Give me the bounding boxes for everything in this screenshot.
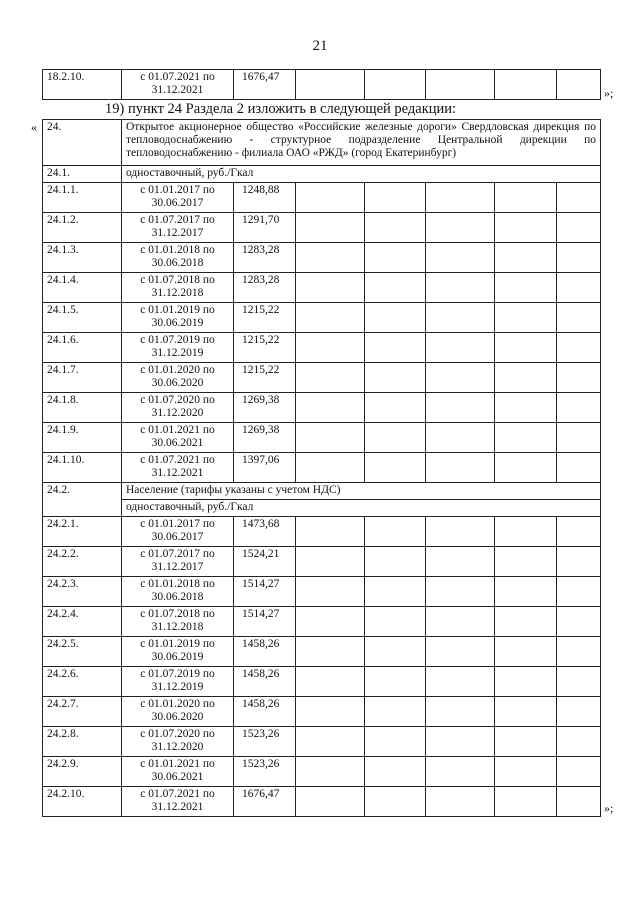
row-code: 24.2.9. — [43, 757, 122, 787]
empty-cell — [495, 577, 557, 607]
row-period — [122, 393, 234, 423]
period-start: с 01.07.2021 по — [140, 454, 215, 466]
row-period — [122, 213, 234, 243]
empty-cell — [557, 577, 601, 607]
row-period — [122, 273, 234, 303]
empty-cell — [426, 213, 495, 243]
empty-cell — [365, 363, 426, 393]
empty-cell — [365, 727, 426, 757]
row-tariff-value: 1291,70 — [234, 213, 296, 243]
period-end: 31.12.2020 — [151, 407, 204, 419]
empty-cell — [426, 637, 495, 667]
empty-cell — [426, 243, 495, 273]
empty-cell — [557, 423, 601, 453]
empty-cell — [296, 727, 365, 757]
row-period — [122, 333, 234, 363]
empty-cell — [426, 363, 495, 393]
period-end: 31.12.2021 — [151, 84, 204, 96]
table-row — [43, 637, 601, 667]
empty-cell — [365, 757, 426, 787]
empty-cell — [365, 70, 426, 100]
period-start: с 01.01.2021 по — [140, 758, 215, 770]
empty-cell — [495, 637, 557, 667]
empty-cell — [557, 517, 601, 547]
empty-cell — [296, 757, 365, 787]
empty-cell — [557, 333, 601, 363]
empty-cell — [296, 423, 365, 453]
row-period — [122, 183, 234, 213]
row-tariff-value: 1524,21 — [234, 547, 296, 577]
period-start: с 01.01.2021 по — [140, 424, 215, 436]
empty-cell — [495, 667, 557, 697]
empty-cell — [365, 243, 426, 273]
empty-cell — [557, 183, 601, 213]
empty-cell — [296, 70, 365, 100]
period-end: 31.12.2021 — [151, 467, 204, 479]
period-start: с 01.01.2019 по — [140, 304, 215, 316]
empty-cell — [296, 637, 365, 667]
period-end: 30.06.2019 — [151, 651, 204, 663]
row-tariff-value: 1458,26 — [234, 637, 296, 667]
empty-cell — [426, 547, 495, 577]
empty-cell — [495, 243, 557, 273]
empty-cell — [557, 303, 601, 333]
period-end: 30.06.2019 — [151, 317, 204, 329]
row-code: 24.1.1. — [43, 183, 122, 213]
table-row — [43, 423, 601, 453]
empty-cell — [296, 517, 365, 547]
table-row — [43, 183, 601, 213]
empty-cell — [495, 333, 557, 363]
empty-cell — [426, 697, 495, 727]
group1-code: 24.1. — [43, 166, 122, 183]
table-row — [43, 697, 601, 727]
empty-cell — [557, 453, 601, 483]
empty-cell — [495, 787, 557, 817]
row-code: 24.2.10. — [43, 787, 122, 817]
table-row — [43, 757, 601, 787]
period-start: с 01.01.2018 по — [140, 244, 215, 256]
row-period — [122, 453, 234, 483]
row-period — [122, 637, 234, 667]
empty-cell — [557, 787, 601, 817]
table-row — [43, 273, 601, 303]
empty-cell — [296, 273, 365, 303]
row-period — [122, 787, 234, 817]
empty-cell — [557, 213, 601, 243]
org-code: 24. — [43, 120, 122, 166]
empty-cell — [296, 787, 365, 817]
empty-cell — [495, 183, 557, 213]
period-start: с 01.01.2020 по — [140, 698, 215, 710]
row-tariff-value: 1248,88 — [234, 183, 296, 213]
period-end: 31.12.2019 — [151, 681, 204, 693]
empty-cell — [557, 667, 601, 697]
empty-cell — [426, 423, 495, 453]
empty-cell — [365, 577, 426, 607]
row-code: 24.1.4. — [43, 273, 122, 303]
period-start: с 01.01.2017 по — [140, 184, 215, 196]
empty-cell — [365, 453, 426, 483]
empty-cell — [426, 333, 495, 363]
row-tariff-value: 1458,26 — [234, 667, 296, 697]
period-end: 30.06.2017 — [151, 197, 204, 209]
empty-cell — [495, 727, 557, 757]
row-code: 24.2.2. — [43, 547, 122, 577]
period-end: 31.12.2017 — [151, 561, 204, 573]
period-start: с 01.01.2020 по — [140, 364, 215, 376]
empty-cell — [365, 333, 426, 363]
period-start: с 01.07.2018 по — [140, 608, 215, 620]
row-tariff-value: 1215,22 — [234, 333, 296, 363]
row-period — [122, 547, 234, 577]
row-code: 24.2.5. — [43, 637, 122, 667]
empty-cell — [426, 273, 495, 303]
table-row — [43, 727, 601, 757]
empty-cell — [495, 517, 557, 547]
group2-header-row — [43, 483, 601, 500]
empty-cell — [426, 393, 495, 423]
period-start: с 01.07.2021 по — [140, 71, 215, 83]
empty-cell — [557, 363, 601, 393]
row-code: 24.1.8. — [43, 393, 122, 423]
empty-cell — [296, 243, 365, 273]
empty-cell — [426, 70, 495, 100]
row-code: 24.1.2. — [43, 213, 122, 243]
empty-cell — [557, 637, 601, 667]
row-tariff-value: 1458,26 — [234, 697, 296, 727]
empty-cell — [426, 453, 495, 483]
period-end: 30.06.2020 — [151, 377, 204, 389]
period-start: с 01.07.2017 по — [140, 214, 215, 226]
period-start: с 01.07.2020 по — [140, 728, 215, 740]
row-period — [122, 577, 234, 607]
row-code: 24.1.9. — [43, 423, 122, 453]
empty-cell — [495, 393, 557, 423]
empty-cell — [365, 787, 426, 817]
empty-cell — [426, 727, 495, 757]
empty-cell — [296, 577, 365, 607]
open-quote: « — [31, 120, 37, 134]
empty-cell — [557, 70, 601, 100]
period-end: 30.06.2017 — [151, 531, 204, 543]
row-tariff-value: 1676,47 — [234, 70, 296, 100]
table-row — [43, 363, 601, 393]
group2-sublabel: одноставочный, руб./Гкал — [122, 500, 601, 517]
top-tariff-table — [42, 69, 601, 100]
row-code: 24.1.10. — [43, 453, 122, 483]
empty-cell — [495, 423, 557, 453]
empty-cell — [296, 547, 365, 577]
empty-cell — [365, 667, 426, 697]
table-row — [43, 243, 601, 273]
empty-cell — [365, 607, 426, 637]
period-start: с 01.07.2017 по — [140, 548, 215, 560]
empty-cell — [495, 273, 557, 303]
empty-cell — [365, 213, 426, 243]
empty-cell — [495, 453, 557, 483]
org-row — [43, 120, 601, 166]
row-tariff-value: 1283,28 — [234, 273, 296, 303]
empty-cell — [426, 183, 495, 213]
empty-cell — [557, 547, 601, 577]
row-period — [122, 607, 234, 637]
empty-cell — [426, 517, 495, 547]
table-row — [43, 393, 601, 423]
table-row — [43, 517, 601, 547]
table-row — [43, 577, 601, 607]
empty-cell — [426, 787, 495, 817]
empty-cell — [365, 393, 426, 423]
table-row — [43, 787, 601, 817]
row-code: 24.2.1. — [43, 517, 122, 547]
period-end: 30.06.2018 — [151, 591, 204, 603]
row-period — [122, 363, 234, 393]
empty-cell — [365, 273, 426, 303]
table-row — [43, 453, 601, 483]
row-tariff-value: 1523,26 — [234, 757, 296, 787]
table-row — [43, 303, 601, 333]
main-closing-quote: »; — [604, 801, 614, 815]
table-row — [43, 70, 601, 100]
period-end: 30.06.2018 — [151, 257, 204, 269]
row-tariff-value: 1397,06 — [234, 453, 296, 483]
empty-cell — [296, 607, 365, 637]
group2-subheader-row — [43, 500, 601, 517]
top-closing-quote: »; — [604, 86, 614, 100]
empty-cell — [557, 607, 601, 637]
empty-cell — [426, 667, 495, 697]
period-start: с 01.01.2018 по — [140, 578, 215, 590]
empty-cell — [296, 303, 365, 333]
empty-cell — [495, 547, 557, 577]
period-end: 30.06.2020 — [151, 711, 204, 723]
main-tariff-table — [42, 119, 601, 817]
row-code: 24.1.3. — [43, 243, 122, 273]
empty-cell — [495, 363, 557, 393]
row-tariff-value: 1283,28 — [234, 243, 296, 273]
empty-cell — [495, 697, 557, 727]
empty-cell — [365, 303, 426, 333]
period-start: с 01.07.2019 по — [140, 334, 215, 346]
empty-cell — [296, 697, 365, 727]
empty-cell — [495, 213, 557, 243]
period-end: 31.12.2019 — [151, 347, 204, 359]
row-tariff-value: 1269,38 — [234, 393, 296, 423]
group2-code: 24.2. — [43, 483, 122, 517]
row-code: 24.2.7. — [43, 697, 122, 727]
empty-cell — [296, 393, 365, 423]
period-start: с 01.01.2019 по — [140, 638, 215, 650]
empty-cell — [557, 697, 601, 727]
row-code: 24.1.6. — [43, 333, 122, 363]
period-start: с 01.07.2018 по — [140, 274, 215, 286]
empty-cell — [365, 517, 426, 547]
period-end: 31.12.2018 — [151, 287, 204, 299]
row-code: 24.1.7. — [43, 363, 122, 393]
empty-cell — [557, 393, 601, 423]
empty-cell — [426, 607, 495, 637]
empty-cell — [296, 183, 365, 213]
table-row — [43, 213, 601, 243]
row-tariff-value: 1514,27 — [234, 577, 296, 607]
empty-cell — [426, 303, 495, 333]
row-tariff-value: 1215,22 — [234, 303, 296, 333]
org-name: Открытое акционерное общество «Российские железные дороги» Свердловская дирекция по тепловодоснабжению - структурное подразделение Центральной дирекции по тепловодоснабжению - филиала ОАО «РЖД» (город Екатеринбург) — [122, 120, 601, 166]
table-row — [43, 333, 601, 363]
period-end: 31.12.2021 — [151, 801, 204, 813]
empty-cell — [365, 697, 426, 727]
period-end: 31.12.2017 — [151, 227, 204, 239]
page-number: 21 — [312, 38, 328, 54]
period-start: с 01.07.2019 по — [140, 668, 215, 680]
row-code: 24.2.6. — [43, 667, 122, 697]
table-row — [43, 667, 601, 697]
row-code: 18.2.10. — [43, 70, 122, 100]
empty-cell — [296, 213, 365, 243]
row-code: 24.1.5. — [43, 303, 122, 333]
period-end: 31.12.2020 — [151, 741, 204, 753]
row-period — [122, 727, 234, 757]
empty-cell — [557, 243, 601, 273]
empty-cell — [426, 757, 495, 787]
row-period — [122, 423, 234, 453]
empty-cell — [365, 183, 426, 213]
empty-cell — [495, 607, 557, 637]
empty-cell — [296, 363, 365, 393]
amendment-instruction: 19) пункт 24 Раздела 2 изложить в следующей редакции: — [105, 101, 457, 117]
period-start: с 01.01.2017 по — [140, 518, 215, 530]
table-row — [43, 547, 601, 577]
row-tariff-value: 1514,27 — [234, 607, 296, 637]
empty-cell — [557, 757, 601, 787]
row-period — [122, 517, 234, 547]
row-tariff-value: 1523,26 — [234, 727, 296, 757]
group1-header-row — [43, 166, 601, 183]
row-code: 24.2.3. — [43, 577, 122, 607]
empty-cell — [495, 70, 557, 100]
row-tariff-value: 1473,68 — [234, 517, 296, 547]
row-period — [122, 303, 234, 333]
empty-cell — [296, 667, 365, 697]
empty-cell — [557, 273, 601, 303]
period-end: 30.06.2021 — [151, 771, 204, 783]
period-start: с 01.07.2020 по — [140, 394, 215, 406]
period-start: с 01.07.2021 по — [140, 788, 215, 800]
empty-cell — [495, 757, 557, 787]
row-code: 24.2.8. — [43, 727, 122, 757]
group1-label: одноставочный, руб./Гкал — [122, 166, 601, 183]
empty-cell — [365, 547, 426, 577]
row-period — [122, 243, 234, 273]
row-code: 24.2.4. — [43, 607, 122, 637]
empty-cell — [296, 333, 365, 363]
row-period — [122, 697, 234, 727]
period-end: 31.12.2018 — [151, 621, 204, 633]
row-tariff-value: 1215,22 — [234, 363, 296, 393]
period-end: 30.06.2021 — [151, 437, 204, 449]
empty-cell — [557, 727, 601, 757]
empty-cell — [365, 423, 426, 453]
row-period — [122, 667, 234, 697]
empty-cell — [365, 637, 426, 667]
group2-label: Население (тарифы указаны с учетом НДС) — [122, 483, 601, 500]
row-tariff-value: 1269,38 — [234, 423, 296, 453]
table-row — [43, 607, 601, 637]
row-tariff-value: 1676,47 — [234, 787, 296, 817]
row-period — [122, 757, 234, 787]
row-period — [122, 70, 234, 100]
empty-cell — [296, 453, 365, 483]
empty-cell — [426, 577, 495, 607]
empty-cell — [495, 303, 557, 333]
